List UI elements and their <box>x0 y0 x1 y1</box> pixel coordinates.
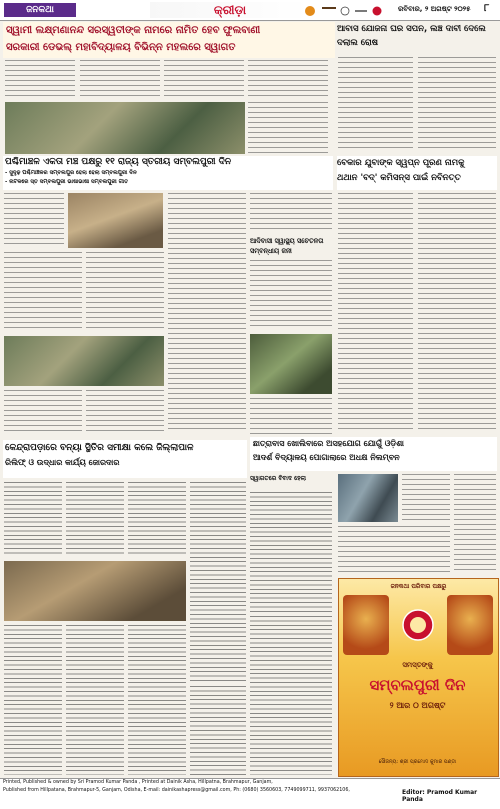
flood-body-col6 <box>66 625 124 775</box>
flood-body-col1 <box>4 482 62 557</box>
paper-name-box <box>4 3 76 17</box>
school-headline-line2: ଆଦର୍ଶ ବିଦ୍ୟାଳୟ ପୋଗାଲାରେ ଅଧକ୍ଷ ନିଲମ୍ବନ <box>253 453 400 462</box>
flood-headline: କେନ୍ଦ୍ରାପଡ଼ାରେ ବନ୍ୟା ସ୍ଥିତିର ସମୀକ୍ଷା କଲେ ଜିଲ୍ଲାପାଳ <box>5 443 194 453</box>
school-photo <box>338 474 398 522</box>
ad-banner <box>338 578 499 777</box>
footer-printed-line: Printed, Published & owned by Sri Pramod Kumar Panda , Printed at Dainik Asha, Hillpatna, Brahmapur, Ganjam, <box>3 780 273 785</box>
sports-body-col3 <box>4 252 82 332</box>
aadivasi-photo <box>250 334 332 394</box>
ad-deity-right <box>447 595 493 655</box>
sports-subhead2: - ନାଟକରେ ସ୍ତ ସମ୍ବଲପୁରୀ ଭାଷାଭାଷୀ ସମ୍ବଲପୁରୀ ଗୀତ <box>5 179 129 185</box>
school-side-headline: ସ୍ୱାଗତରେ ବିବାଦ ହେଲା <box>250 475 306 482</box>
mid-right-block <box>337 156 497 190</box>
ad-logo <box>395 607 441 643</box>
lead-headline-block <box>3 22 335 58</box>
mid-right-body-col1 <box>338 193 413 433</box>
footer-published-line: Published from Hillpatana, Brahmapur-5, Ganjam, Odisha, E-mail: dainikashapress@gmail.com, Ph: (0680) 3560603, 7749099711, 9937062106, <box>3 788 350 793</box>
ad-label: ସମସ୍ତଙ୍କୁ <box>402 661 433 669</box>
flood-body-col3 <box>128 482 186 557</box>
sports-body-col4 <box>86 252 164 332</box>
mid-body-col1 <box>250 193 332 233</box>
ad-date: ୨ ଆର ୦ ଅଗଷ୍ଟ <box>389 701 446 710</box>
ad-deity-left <box>343 595 389 655</box>
school-headline-line1: ଛାତ୍ରାବାସ ଖୋଲିବାରେ ଅସହଯୋଗ ଯୋଗୁଁ ଓଡ଼ିଶା <box>253 439 405 448</box>
sports-headline-block <box>3 156 333 190</box>
masthead <box>0 0 500 21</box>
sports-subhead1: - ସୁଦୃଢ଼ ପଶ୍ଚିମାଞ୍ଚଳର ସମ୍ବଲପୁର ହେଲା ହେଲା ସମ୍ବଲପୁରୀ ଦିନ <box>5 170 137 176</box>
aadivasi-headline: ଆଦିବାସୀ ସ୍ୱାସ୍ଥ୍ୟ ସଚେତନତା ସମ୍ବନ୍ଧୀୟ ଜନୀ <box>250 237 324 255</box>
school-side-body <box>250 492 332 612</box>
mid-right-headline1: ବେକାର ଯୁବାଙ୍କ ସ୍ୱପ୍ନ ପୂରଣ ନାମକୁ <box>337 158 465 168</box>
lead-body-col1 <box>5 60 75 100</box>
school-body-col1 <box>402 474 450 522</box>
aadivasi-body-2 <box>250 398 332 434</box>
flood-subhead: ରିଲିଫ୍ ଓ ଉଦ୍ଧାର କାର୍ଯ୍ୟ ଜୋରଦାର <box>5 458 120 467</box>
flood-body-col5 <box>4 625 62 775</box>
flood-body-col7 <box>128 625 186 775</box>
ad-emblem-icon <box>395 607 441 643</box>
sports-headline: ପଶ୍ଚିମାଞ୍ଚଳ ଏକତା ମଞ୍ଚ ପକ୍ଷରୁ ୧୧ ରାଜ୍ୟ ସ୍ତରୀୟ ସମ୍ବଲପୁରୀ ଦିନ <box>5 157 232 167</box>
lead-body-col2 <box>80 60 160 100</box>
top-right-body-col1 <box>338 57 413 152</box>
lead-photo <box>5 102 245 154</box>
lead-headline-line2: ସରକାରୀ ଡେଭଲ୍ ମହାବିଦ୍ୟାଳୟ ବିଭିନ୍ନ ମହଲରେ ସ୍ୱାଗତ <box>6 42 236 53</box>
mid-right-headline2: ଥଥାନ 'ବଦ୍' କମିସନ୍ସ ପାଇଁ ନବିନତ୍ତ <box>337 173 461 183</box>
ad-top-line: ଜନକଥା ପରିବାର ପକ୍ଷରୁ <box>390 583 447 590</box>
sports-body-col6 <box>86 390 164 435</box>
section-title: କ୍ରୀଡ଼ା <box>213 3 247 17</box>
ad-footer: ସୌଜନ୍ୟ: ଶ୍ରୀ ପ୍ରମୋଦ କୁମାର ପଣ୍ଡା <box>378 759 457 765</box>
date-line: ରବିବାର, ୨ ଅଗଷ୍ଟ ୨୦୨୫ <box>398 5 471 13</box>
sports-icons <box>300 3 385 17</box>
lead-headline-line1: ସ୍ୱାମୀ ଲକ୍ଷ୍ମଣାନନ୍ଦ ସରସ୍ୱତୀଙ୍କ ନାମରେ ନାମିତ ହେବ ଫୁଲବାଣୀ <box>6 25 261 36</box>
flood-block <box>3 440 247 478</box>
school-body-col3 <box>338 526 450 574</box>
page-footer <box>0 778 500 809</box>
sports-body-col5 <box>4 390 82 435</box>
section-banner <box>150 2 310 18</box>
flood-body-col2 <box>66 482 124 557</box>
sports-body-col2 <box>168 193 246 433</box>
mid-body-lower <box>250 616 332 775</box>
aadivasi-body <box>250 260 332 330</box>
sports-equipment-icon <box>300 4 385 18</box>
top-right-body-col2 <box>418 57 496 152</box>
school-block <box>250 437 497 471</box>
flood-photo <box>4 561 186 621</box>
top-right-block <box>337 22 497 54</box>
school-body-col2 <box>454 474 496 574</box>
paper-name: ଜନକଥା <box>26 5 54 15</box>
top-right-headline: ଆବାସ ଯୋଜନା ଘର ସପନ, ଲଞ୍ଚ ଦାବୀ ଦେଲେ ଦଲାଲ ରୋଷ <box>337 24 486 48</box>
mid-right-body-col2 <box>418 193 496 433</box>
lead-body-col4 <box>248 60 328 100</box>
sports-photo-2 <box>4 336 164 386</box>
lead-body-col5 <box>248 102 328 154</box>
sports-body-col1 <box>4 193 64 248</box>
page-number: ୮ <box>484 3 490 14</box>
ad-main-title: ସମ୍ବଲପୁରୀ ଦିନ <box>369 676 466 694</box>
lead-body-col3 <box>164 60 244 100</box>
footer-editor: Editor: Pramod Kumar Panda <box>402 789 478 803</box>
aadivasi-block <box>250 236 332 258</box>
flood-body-col4 <box>190 482 246 682</box>
school-side-block <box>250 474 332 490</box>
sports-photo <box>68 193 163 248</box>
flood-body-col8 <box>190 686 246 775</box>
